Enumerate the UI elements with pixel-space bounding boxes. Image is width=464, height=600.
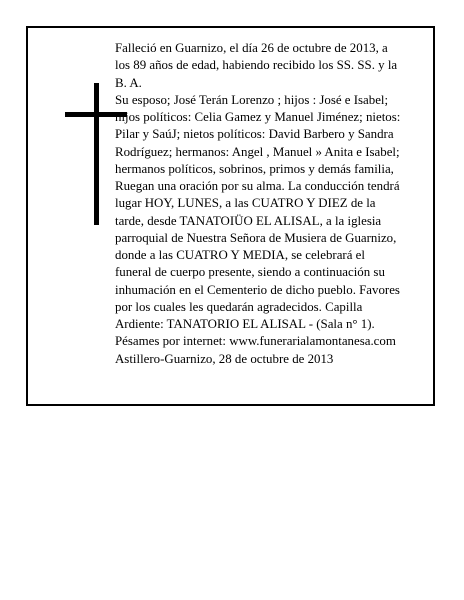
obituary-line: lugar HOY, LUNES, a las CUATRO Y DIEZ de la <box>115 196 376 211</box>
obituary-line: tarde, desde TANATOIÜO EL ALISAL, a la iglesia <box>115 213 382 228</box>
obituary-text <box>115 40 421 368</box>
obituary-line: Ruegan una oración por su alma. La conducción tendrá <box>115 179 400 193</box>
obituary-line: B. A. <box>115 75 142 90</box>
obituary-line: hermanos políticos, sobrinos, primos y demás familia, <box>115 161 394 176</box>
obituary-line: Pésames por internet: www.funerarialamontanesa.com <box>115 334 396 349</box>
obituary-line: Ardiente: TANATORIO EL ALISAL - (Sala n° 1). <box>115 317 375 331</box>
obituary-line: donde a las CUATRO Y MEDIA, se celebrará el <box>115 248 365 262</box>
obituary-line: Falleció en Guarnizo, el día 26 de octubre de 2013, a <box>115 41 388 55</box>
obituary-line: parroquial de Nuestra Señora de Musiera de Guarnizo, <box>115 230 397 245</box>
obituary-line: Pilar y SaúJ; nietos políticos: David Barbero y Sandra <box>115 127 394 142</box>
obituary-line: por los cuales les quedarán agradecidos. Capilla <box>115 299 363 314</box>
obituary-line: funeral de cuerpo presente, siendo a continuación su <box>115 265 385 280</box>
obituary-line: inhumación en el Cementerio de dicho pueblo. Favores <box>115 282 400 297</box>
obituary-line: hijos políticos: Celia Gamez y Manuel Jiménez; nietos: <box>115 110 401 124</box>
obituary-line: los 89 años de edad, habiendo recibido los SS. SS. y la <box>115 58 398 73</box>
obituary-line: Rodríguez; hermanos: Angel , Manuel » Anita e Isabel; <box>115 144 400 159</box>
cross-vertical-bar <box>94 83 99 225</box>
obituary-line: Su esposo; José Terán Lorenzo ; hijos : José e Isabel; <box>115 92 389 107</box>
obituary-line: Astillero-Guarnizo, 28 de octubre de 2013 <box>115 351 334 366</box>
